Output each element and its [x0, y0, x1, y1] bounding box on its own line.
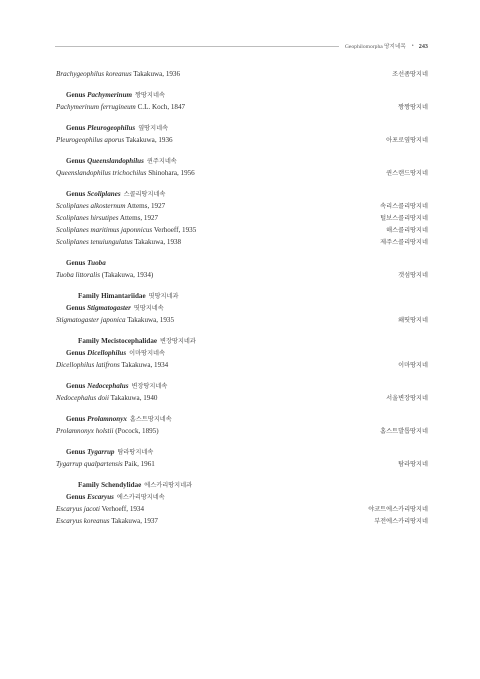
species-row	[56, 212, 428, 224]
species-authority: Paik, 1961	[124, 460, 155, 468]
genus-heading	[56, 491, 428, 503]
species-row	[56, 236, 428, 248]
genus-heading	[56, 347, 428, 359]
species-row	[56, 515, 428, 527]
genus-korean-name: 옆땅지네속	[138, 125, 169, 132]
species-authority: Takakuwa, 1940	[110, 394, 158, 402]
taxon-group	[56, 89, 428, 113]
genus-label: Genus	[66, 157, 86, 165]
species-korean-name: 탐라땅지네	[398, 461, 428, 468]
header-separator: •	[411, 43, 414, 49]
species-scientific-name: Stigmatogaster japonica	[56, 316, 126, 324]
family-heading	[56, 479, 428, 491]
genus-heading	[56, 188, 428, 200]
family-korean-name: 에스카리땅지네과	[144, 482, 193, 489]
species-entry	[56, 392, 157, 404]
species-scientific-name: Escaryus koreanus	[56, 517, 110, 525]
species-scientific-name: Queenslandophilus trichochilus	[56, 169, 147, 177]
species-scientific-name: Scoliplanes maritimus japonnicus	[56, 226, 153, 234]
species-scientific-name: Scoliplanes tenuiungulatus	[56, 238, 133, 246]
species-authority: Takakuwa, 1937	[111, 517, 158, 525]
species-row	[56, 314, 428, 326]
genus-korean-name: 에스카리땅지네속	[116, 494, 165, 501]
species-korean-name: 서울변장땅지네	[386, 395, 428, 402]
genus-korean-name: 탐라땅지네속	[117, 449, 154, 456]
species-korean-name: 야코트에스카리땅지네	[368, 506, 428, 513]
genus-name: Escaryus	[87, 493, 114, 501]
species-scientific-name: Escaryus jacoti	[56, 505, 100, 513]
species-entry	[56, 269, 153, 281]
species-row	[56, 101, 428, 113]
genus-label: Genus	[66, 304, 86, 312]
species-korean-name: 털보스콜리땅지네	[380, 215, 428, 222]
genus-korean-name: 홈스트땅지네속	[129, 416, 172, 423]
family-heading	[56, 290, 428, 302]
species-authority: Shinohara, 1956	[148, 169, 195, 177]
species-korean-name: 해스콜리땅지네	[386, 227, 428, 234]
genus-name: Pleurogeophilus	[87, 124, 136, 132]
species-authority: Attems, 1927	[126, 202, 166, 210]
genus-name: Dicellophilus	[87, 349, 127, 357]
genus-name: Nedocephalus	[87, 382, 129, 390]
species-authority: (Pocock, 1895)	[115, 427, 159, 435]
genus-name: Scoliplanes	[87, 190, 121, 198]
genus-heading	[56, 302, 428, 314]
species-scientific-name: Prolamnonyx holstii	[56, 427, 114, 435]
species-korean-name: 퀸스랜드땅지네	[386, 170, 428, 177]
species-row	[56, 68, 428, 80]
genus-label: Genus	[66, 124, 86, 132]
species-korean-name: 왜띳땅지네	[398, 317, 428, 324]
species-entry	[56, 425, 159, 437]
taxon-group	[56, 122, 428, 146]
taxon-group	[56, 257, 428, 281]
genus-korean-name: 이마땅지네속	[129, 350, 166, 357]
species-row	[56, 359, 428, 371]
genus-heading	[56, 257, 428, 269]
genus-korean-name: 스콜리땅지네속	[123, 191, 166, 198]
genus-name: Tuoba	[87, 259, 106, 267]
family-label: Family	[78, 337, 100, 345]
species-scientific-name: Dicellophilus latifrons	[56, 361, 120, 369]
genus-korean-name: 퀸주지네속	[146, 158, 177, 165]
species-row	[56, 458, 428, 470]
species-scientific-name: Pleurogeophilus aporus	[56, 136, 125, 144]
species-authority: Takakuwa, 1934	[121, 361, 169, 369]
genus-heading	[56, 380, 428, 392]
family-heading	[56, 335, 428, 347]
species-authority: Verhoeff, 1935	[153, 226, 197, 234]
genus-label: Genus	[66, 493, 86, 501]
species-scientific-name: Scoliplanes alkosternum	[56, 202, 126, 210]
species-scientific-name: Tygarrup qualpartensis	[56, 460, 123, 468]
species-row	[56, 503, 428, 515]
genus-name: Queenslandophilus	[87, 157, 144, 165]
species-korean-name: 짱짱땅지네	[398, 104, 428, 111]
running-header	[55, 40, 428, 52]
family-label: Family	[78, 292, 100, 300]
family-korean-name: 변장땅지네과	[160, 338, 196, 345]
genus-label: Genus	[66, 382, 86, 390]
species-korean-name: 속리스콜리땅지네	[380, 203, 428, 210]
genus-label: Genus	[66, 259, 86, 267]
taxon-group	[56, 446, 428, 470]
species-scientific-name: Tuoba littoralis	[56, 271, 100, 279]
species-authority: Takakuwa, 1938	[134, 238, 182, 246]
genus-name: Prolamnonyx	[87, 415, 127, 423]
taxon-group	[56, 335, 428, 371]
species-row	[56, 425, 428, 437]
species-entry	[56, 224, 196, 236]
species-korean-name: 부전에스카리땅지네	[374, 518, 428, 525]
taxon-group	[56, 479, 428, 527]
species-authority: Takakuwa, 1935	[127, 316, 174, 324]
species-korean-name: 홈스트발톱땅지네	[380, 428, 428, 435]
genus-heading	[56, 122, 428, 134]
species-row	[56, 392, 428, 404]
species-authority: Attems, 1927	[119, 214, 159, 222]
genus-korean-name: 띳땅지네속	[133, 305, 164, 312]
species-korean-name: 제주스콜리땅지네	[380, 239, 428, 246]
genus-label: Genus	[66, 415, 86, 423]
taxon-group	[56, 188, 428, 248]
species-row	[56, 167, 428, 179]
species-entry	[56, 68, 180, 80]
taxon-group	[56, 155, 428, 179]
taxon-group	[56, 290, 428, 326]
taxon-group	[56, 413, 428, 437]
genus-heading	[56, 413, 428, 425]
genus-label: Genus	[66, 190, 86, 198]
species-authority: C.L. Koch, 1847	[137, 103, 186, 111]
genus-label: Genus	[66, 448, 86, 456]
species-entry	[56, 503, 144, 515]
species-scientific-name: Brachygeophilus koreanus	[56, 70, 132, 78]
genus-heading	[56, 155, 428, 167]
genus-label: Genus	[66, 349, 86, 357]
species-entry	[56, 200, 165, 212]
species-scientific-name: Pachymerinum ferrugineum	[56, 103, 136, 111]
section-title: Geophilomorpha 땅지네목	[344, 44, 406, 50]
species-korean-name: 갯섬땅지네	[398, 272, 428, 279]
species-authority: Takakuwa, 1936	[125, 136, 173, 144]
taxon-group	[56, 380, 428, 404]
page-number: 243	[418, 42, 428, 50]
genus-name: Pachymerinum	[87, 91, 133, 99]
family-name: Schendylidae	[101, 481, 142, 489]
species-row	[56, 224, 428, 236]
genus-heading	[56, 446, 428, 458]
species-korean-name: 이마땅지네	[398, 362, 428, 369]
species-scientific-name: Nedocephalus doii	[56, 394, 109, 402]
species-entry	[56, 458, 155, 470]
species-korean-name: 조선좀땅지네	[392, 71, 428, 78]
taxon-group	[56, 68, 428, 80]
species-entry	[56, 359, 168, 371]
family-korean-name: 띳땅지네과	[148, 293, 179, 300]
genus-heading	[56, 89, 428, 101]
species-korean-name: 아포로옆땅지네	[386, 137, 428, 144]
genus-korean-name: 변장땅지네속	[131, 383, 168, 390]
species-authority: Takakuwa, 1936	[133, 70, 181, 78]
family-label: Family	[78, 481, 100, 489]
species-row	[56, 134, 428, 146]
species-entry	[56, 101, 185, 113]
genus-korean-name: 짱땅지네속	[135, 92, 165, 99]
family-name: Mecistocephalidae	[101, 337, 158, 345]
species-entry	[56, 134, 173, 146]
species-row	[56, 200, 428, 212]
header-rule	[55, 46, 339, 47]
genus-name: Stigmatogaster	[87, 304, 131, 312]
species-entry	[56, 167, 195, 179]
species-entry	[56, 212, 158, 224]
species-row	[56, 269, 428, 281]
species-authority: (Takakuwa, 1934)	[101, 271, 154, 279]
family-name: Himantariidae	[101, 292, 146, 300]
genus-name: Tygarrup	[87, 448, 115, 456]
species-scientific-name: Scoliplanes hirsutipes	[56, 214, 119, 222]
species-authority: Verhoeff, 1934	[101, 505, 145, 513]
species-entry	[56, 515, 158, 527]
species-entry	[56, 314, 174, 326]
genus-label: Genus	[66, 91, 86, 99]
species-entry	[56, 236, 181, 248]
species-checklist	[56, 68, 428, 536]
